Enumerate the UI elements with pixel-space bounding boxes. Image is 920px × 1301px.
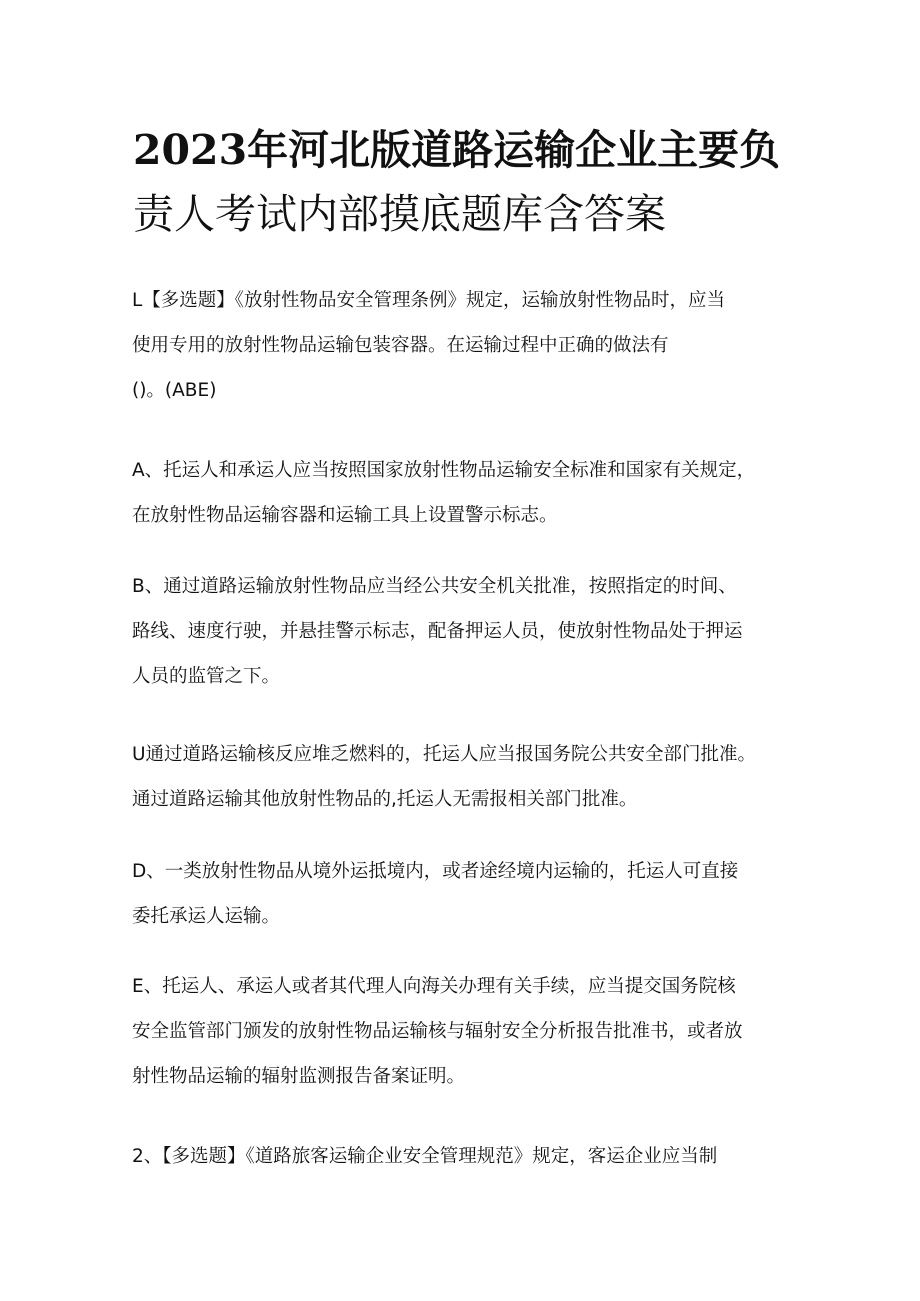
text-line: E、托运人、承运人或者其代理人向海关办理有关手续，应当提交国务院核 <box>132 976 736 997</box>
question-1-option-c <box>132 732 812 822</box>
text-line: A、托运人和承运人应当按照国家放射性物品运输安全标准和国家有关规定， <box>132 460 756 481</box>
text-line: U通过道路运输核反应堆乏燃料的，托运人应当报国务院公共安全部门批准。 <box>132 744 757 765</box>
text-line: 路线、速度行驶，并悬挂警示标志，配备押运人员，使放射性物品处于押运 <box>132 621 743 642</box>
text-line: 人员的监管之下。 <box>132 666 281 687</box>
text-line: 安全监管部门颁发的放射性物品运输核与辐射安全分析报告批准书，或者放 <box>132 1021 743 1042</box>
title-line-2: 责人考试内部摸底题库含答案 <box>133 190 666 238</box>
text-line: 使用专用的放射性物品运输包装容器。在运输过程中正确的做法有 <box>132 335 669 356</box>
text-line: B、通过道路运输放射性物品应当经公共安全机关批准，按照指定的时间、 <box>132 576 737 597</box>
document-title <box>133 118 833 246</box>
question-1-option-b <box>132 564 812 699</box>
text-line: 2、【多选题】《道路旅客运输企业安全管理规范》规定，客运企业应当制 <box>132 1146 718 1167</box>
question-1-option-d <box>132 849 812 939</box>
question-2-stem <box>132 1134 812 1179</box>
text-line: L【多选题】《放射性物品安全管理条例》规定，运输放射性物品时，应当 <box>132 290 726 311</box>
text-line: ()。(ABE) <box>132 380 217 401</box>
text-line: 通过道路运输其他放射性物品的,托运人无需报相关部门批准。 <box>132 789 638 810</box>
question-1-option-e <box>132 964 812 1099</box>
text-line: 射性物品运输的辐射监测报告备案证明。 <box>132 1066 466 1087</box>
text-line: 在放射性物品运输容器和运输工具上设置警示标志。 <box>132 505 558 526</box>
question-1-stem <box>132 278 812 413</box>
text-line: 委托承运人运输。 <box>132 906 281 927</box>
title-line-1: 2023年河北版道路运输企业主要负 <box>133 126 781 174</box>
text-line: D、一类放射性物品从境外运抵境内，或者途经境内运输的，托运人可直接 <box>132 861 739 882</box>
question-1-option-a <box>132 448 812 538</box>
